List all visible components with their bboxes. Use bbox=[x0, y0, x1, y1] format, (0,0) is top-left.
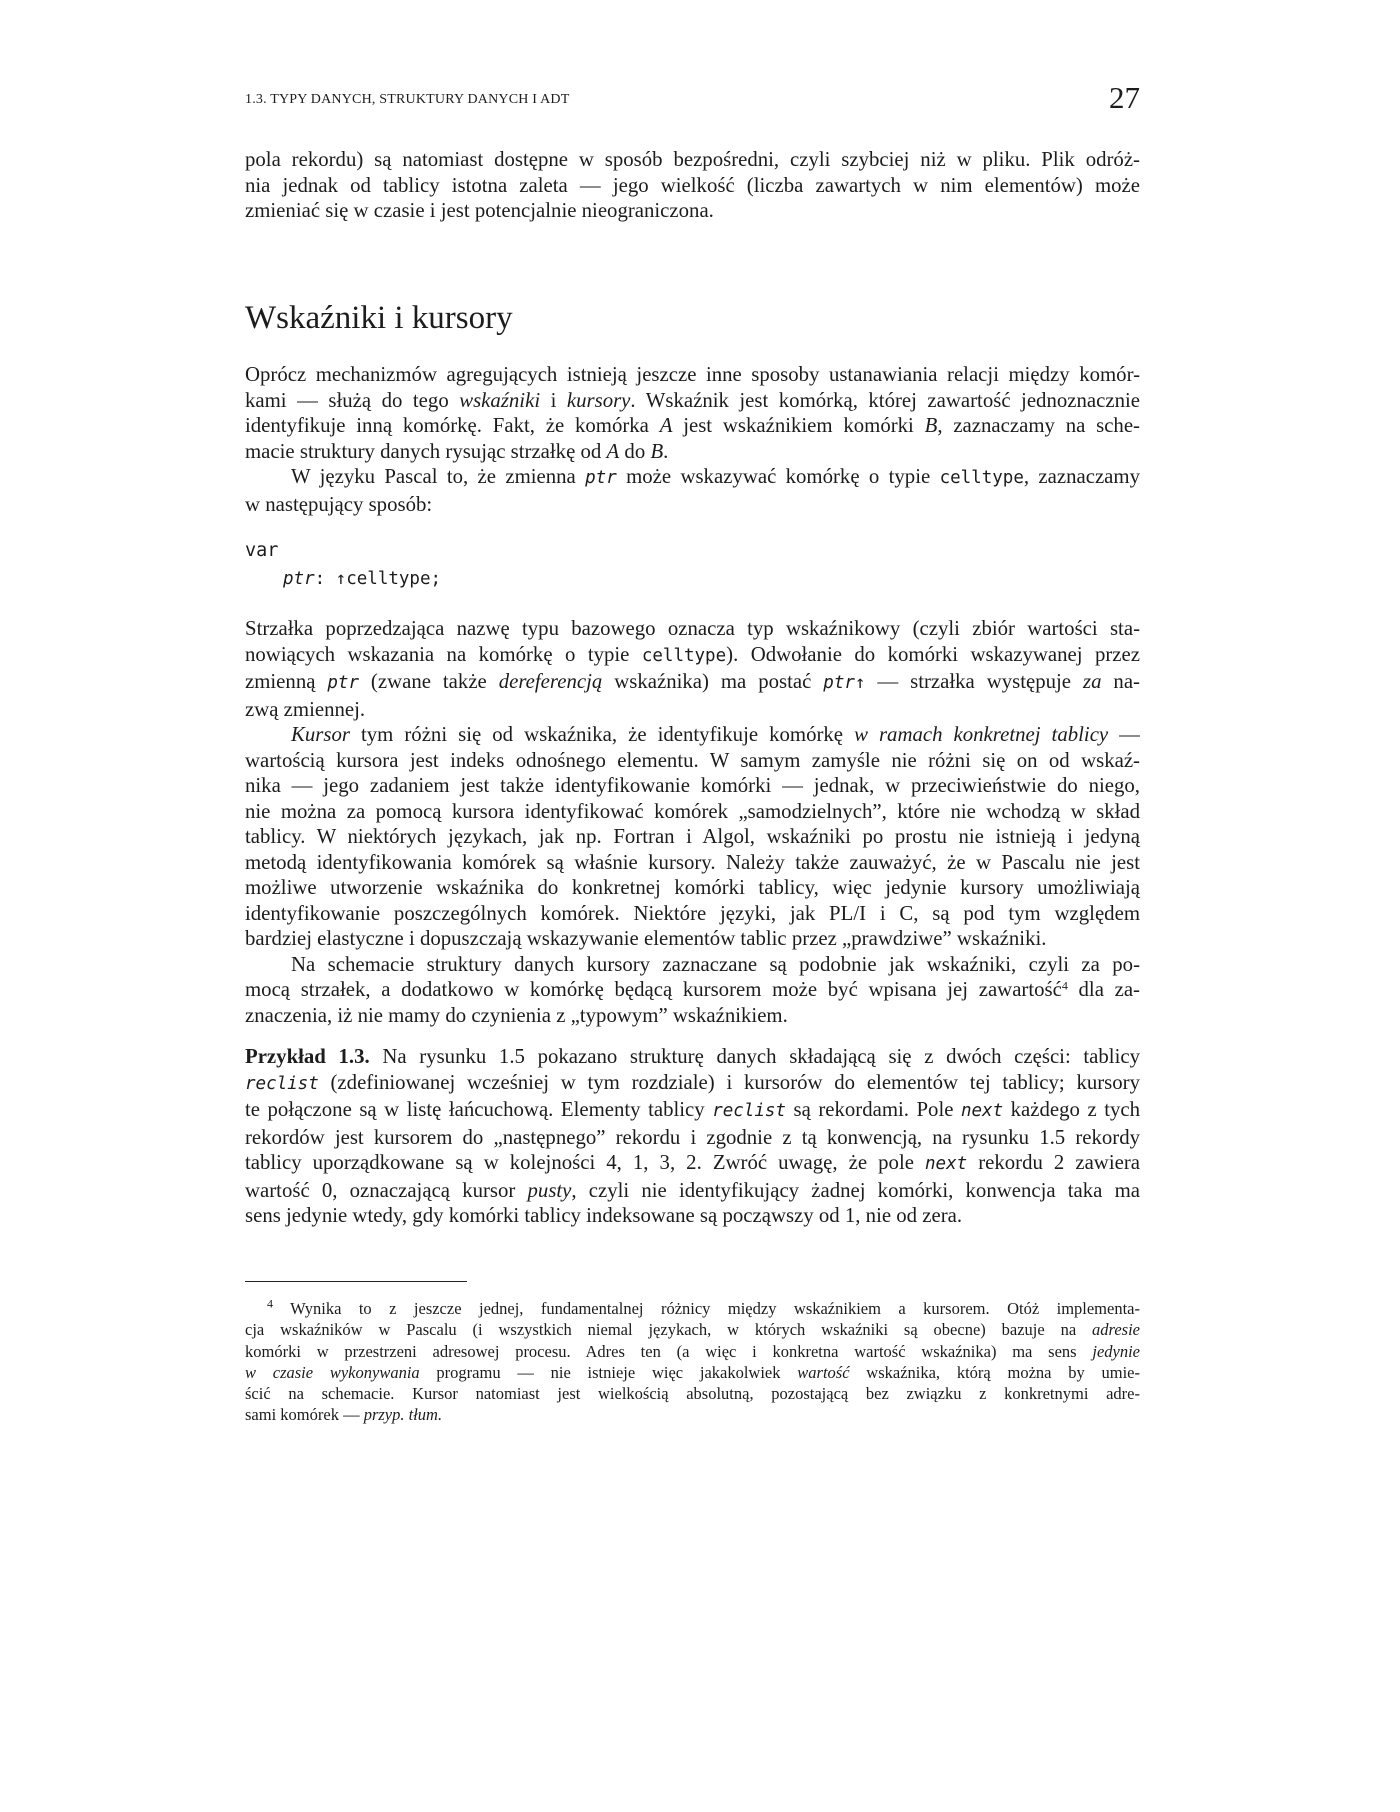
term-pointers: wskaźniki bbox=[459, 388, 541, 412]
text-line: w czasie wykonywania programu — nie istnieje więc jakakolwiek wartość wskaźnika, którą można by umie- bbox=[245, 1362, 1140, 1382]
text-line: ścić na schemacie. Kursor natomiast jest wielkością absolutną, pozostającą bez związku z konkretnymi adre- bbox=[245, 1384, 1140, 1404]
text-line: rekordów jest kursorem do „następnego” rekordu i zgodnie z tą konwencją, na rysunku 1.5 rekordy bbox=[245, 1125, 1140, 1149]
text-line: identyfikowanie poszczególnych komórek. Niektóre języki, jak PL/I i C, są pod tym względem bbox=[245, 901, 1140, 925]
page-number: 27 bbox=[1109, 80, 1140, 115]
code-ref-ptr: ptr bbox=[585, 468, 617, 488]
text-line: kami — służą do tego wskaźniki i kursory. Wskaźnik jest komórką, której zawartość jednoznacznie bbox=[245, 388, 1140, 412]
section-title: Wskaźniki i kursory bbox=[245, 300, 513, 336]
running-head bbox=[245, 80, 1140, 120]
text-line: zmienną ptr (zwane także dereferencją wskaźnika) ma postać ptr↑ — strzałka występuje za na- bbox=[245, 670, 1140, 693]
text-line: nowiących wskazania na komórkę o typie celltype). Odwołanie do komórki wskazywanej przez bbox=[245, 642, 1140, 666]
text-line: sens jedynie wtedy, gdy komórki tablicy indeksowane są począwszy od 1, nie od zera. bbox=[245, 1204, 963, 1227]
text-line: zwą zmiennej. bbox=[245, 697, 366, 721]
footnote bbox=[245, 1298, 1140, 1426]
text-line: Na schemacie struktury danych kursory zaznaczane są podobnie jak wskaźniki, czyli za po- bbox=[291, 952, 1140, 976]
example-paragraph bbox=[245, 1044, 1140, 1229]
text-line: nika — jego zadaniem jest także identyfikowanie komórki — jednak, w przeciwieństwie do niego, bbox=[245, 774, 1140, 797]
term-cursors: kursory bbox=[566, 388, 631, 412]
code-line: ptr: ↑celltype; bbox=[283, 569, 442, 589]
text-line: sami komórek — przyp. tłum. bbox=[245, 1405, 443, 1425]
text-line: cja wskaźników w Pascalu (i wszystkich niemal językach, w których wskaźniki są obecne) bazuje na adresie bbox=[245, 1320, 1140, 1340]
paragraph-pointer-type bbox=[245, 616, 1140, 1028]
paragraph-pointers-intro bbox=[245, 362, 1140, 517]
example-label: Przykład 1.3. bbox=[245, 1045, 370, 1068]
text-line: macie struktury danych rysując strzałkę od A do B. bbox=[245, 439, 669, 463]
code-keyword-var: var bbox=[245, 540, 279, 561]
footnote-ref: 4 bbox=[1061, 978, 1068, 993]
text-line: W języku Pascal to, że zmienna ptr może wskazywać komórkę o typie celltype, zaznaczamy bbox=[291, 465, 1140, 488]
text-line: możliwe utworzenie wskaźnika do konkretnej komórki tablicy, więc jedynie kursory umożliwiają bbox=[245, 876, 1140, 899]
footnote-mark: 4 bbox=[267, 1296, 273, 1311]
code-line bbox=[245, 540, 441, 561]
text-line: identyfikuje inną komórkę. Fakt, że komórka A jest wskaźnikiem komórki B, zaznaczamy na sche- bbox=[245, 414, 1140, 437]
text-line: $^4$ Wynika to z jeszcze jednej, fundamentalnej różnicy między wskaźnikiem a kursorem. Otóż implementa- bbox=[267, 1296, 1140, 1318]
intro-paragraph bbox=[245, 147, 1140, 224]
running-title: 1.3. TYPY DANYCH, STRUKTURY DANYCH I ADT bbox=[245, 92, 570, 107]
text-line: Strzałka poprzedzająca nazwę typu bazowego oznacza typ wskaźnikowy (czyli zbiór wartości sta- bbox=[245, 617, 1140, 640]
text-line: wartość 0, oznaczającą kursor pusty, czyli nie identyfikujący żadnej komórki, konwencja taka ma bbox=[245, 1178, 1140, 1202]
text-line: tablicy uporządkowane są w kolejności 4, 1, 3, 2. Zwróć uwagę, że pole next rekordu 2 zawiera bbox=[245, 1151, 1140, 1174]
text-line: metodą identyfikowania komórek są właśnie kursory. Należy także zauważyć, że w Pascalu nie jest bbox=[245, 850, 1140, 874]
footnote-rule bbox=[245, 1281, 467, 1282]
text-line: nie można za pomocą kursora identyfikować komórek „samodzielnych”, które nie wchodzą w skład bbox=[245, 799, 1140, 823]
text-line: Oprócz mechanizmów agregujących istnieją jeszcze inne sposoby ustanawiania relacji między komór- bbox=[245, 363, 1140, 386]
text-line: Przykład 1.3. Na rysunku 1.5 pokazano strukturę danych składającą się z dwóch części: tablicy bbox=[245, 1045, 1140, 1068]
text-line: pola rekordu) są natomiast dostępne w sposób bezpośredni, czyli szybciej niż w pliku. Plik odróż- bbox=[245, 148, 1140, 171]
text-line: komórki w przestrzeni adresowej procesu. Adres ten (a więc i konkretna wartość wskaźnika) ma sens jedynie bbox=[245, 1341, 1140, 1361]
text-line: w następujący sposób: bbox=[245, 492, 433, 516]
text-line: reclist (zdefiniowanej wcześniej w tym rozdziale) i kursorów do elementów tej tablicy; kursory bbox=[245, 1070, 1140, 1094]
text-line: te połączone są w listę łańcuchową. Elementy tablicy reclist są rekordami. Pole next każdego z tych bbox=[245, 1098, 1140, 1121]
text-line: wartością kursora jest indeks odnośnego elementu. W samym zamyśle nie różni się on od wskaź- bbox=[245, 748, 1140, 772]
text-line: nia jednak od tablicy istotna zaleta — jego wielkość (liczba zawartych w nim elementów) może bbox=[245, 173, 1140, 197]
text-line: tablicy. W niektórych językach, jak np. Fortran i Algol, wskaźniki po prostu nie istnieją i jedyną bbox=[245, 825, 1140, 848]
text-line: Kursor tym różni się od wskaźnika, że identyfikuje komórkę w ramach konkretnej tablicy — bbox=[291, 723, 1140, 746]
text-line: bardziej elastyczne i dopuszczają wskazywanie elementów tablic przez „prawdziwe” wskaźniki. bbox=[245, 927, 1047, 950]
code-ref-celltype: celltype bbox=[939, 468, 1024, 488]
code-block bbox=[245, 540, 441, 589]
text-line: mocą strzałek, a dodatkowo w komórkę będącą kursorem może być wpisana jej zawartość$^4$ dla za- bbox=[245, 978, 1140, 1001]
text-line: zmieniać się w czasie i jest potencjalnie nieograniczona. bbox=[245, 199, 714, 222]
text-line: znaczenia, iż nie mamy do czynienia z „typowym” wskaźnikiem. bbox=[245, 1003, 788, 1027]
